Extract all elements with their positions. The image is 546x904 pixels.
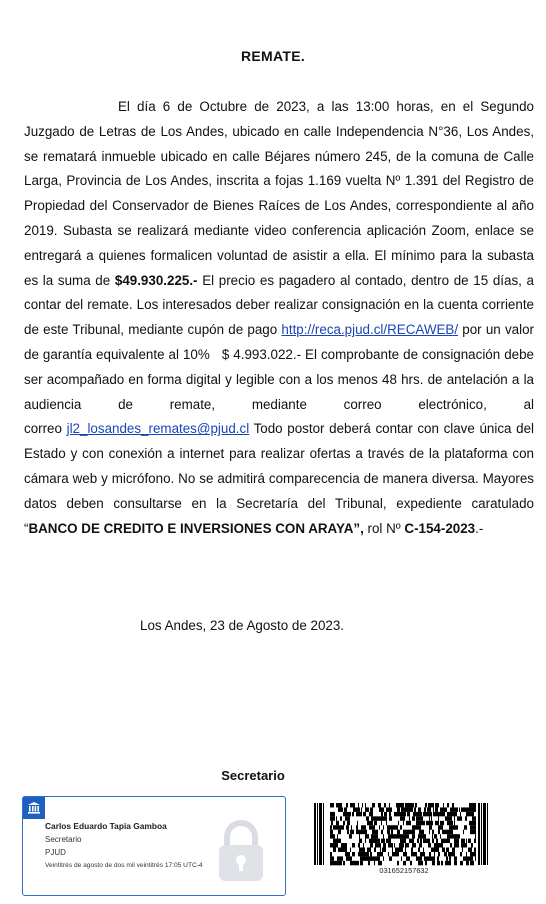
minimum-amount: $49.930.225.- xyxy=(114,272,198,288)
signer-role: Secretario xyxy=(45,835,82,844)
document-title: REMATE. xyxy=(240,48,306,64)
signature-ribbon xyxy=(23,797,45,819)
signature-date: Veintitrés de agosto de dos mil veintitrés 17:05 UTC-4 xyxy=(45,862,203,869)
document-body xyxy=(24,95,534,541)
lock-watermark xyxy=(211,817,271,890)
barcode-graphic xyxy=(314,803,494,867)
case-number: C-154-2023 xyxy=(404,520,476,536)
body-text-6: .- xyxy=(475,520,484,536)
email-link[interactable]: jl2_losandes_remates@pjud.cl xyxy=(66,421,250,437)
signer-name: Carlos Eduardo Tapia Gamboa xyxy=(45,821,167,831)
barcode xyxy=(314,803,494,867)
signer-org: PJUD xyxy=(45,848,66,857)
courthouse-icon xyxy=(27,801,41,815)
body-text-4: Todo postor deberá contar con clave única del Estado y con conexión a internet para realizar ofertas a través de la plataforma con cámara web y micrófono. No se admitirá comparecencia de manera diversa. Mayores datos deben consultarse en la Secretaría del Tribunal, expediente caratulado “ xyxy=(24,421,534,536)
body-text-1: El día 6 de Octubre de 2023, a las 13:00 horas, en el Segundo Juzgado de Letras de Los Andes, ubicado en calle Independencia N°36, Los Andes, se rematará inmueble ubicado en calle Béjares número 245, de la comuna de Calle Larga, Provincia de Los Andes, inscrita a fojas 1.169 vuelta Nº 1.391 del Registro de Propiedad del Conservador de Bienes Raíces de Los Andes, correspondiente al año 2019. Subasta se realizará mediante video conferencia aplicación Zoom, enlace se entregará a quienes formalicen voluntad de asistir a ella. El mínimo para la subasta es la suma de xyxy=(24,99,534,288)
body-text-5: rol Nº xyxy=(363,520,405,536)
barcode-number: 031652157632 xyxy=(379,866,429,875)
signature-box xyxy=(22,796,286,896)
body-text-3: por un valor de garantía equivalente al 10% $ 4.993.022.- El comprobante de consignación debe ser acompañado en forma digital y legible con a los menos 48 hrs. de antelación a la audiencia de remate, mediante correo electrónico, al correo xyxy=(24,322,534,437)
body-text-2: El precio es pagadero al contado, dentro de 15 días, a contar del remate. Los interesados deber realizar consignación en la cuenta corriente de este Tribunal, mediante cupón de pago xyxy=(24,272,534,338)
lock-icon xyxy=(211,817,271,885)
case-name: BANCO DE CREDITO E INVERSIONES CON ARAYA”, xyxy=(28,520,364,536)
secretary-label: Secretario xyxy=(221,768,285,783)
date-line: Los Andes, 23 de Agosto de 2023. xyxy=(140,618,345,633)
payment-link[interactable]: http://reca.pjud.cl/RECAWEB/ xyxy=(281,322,459,338)
